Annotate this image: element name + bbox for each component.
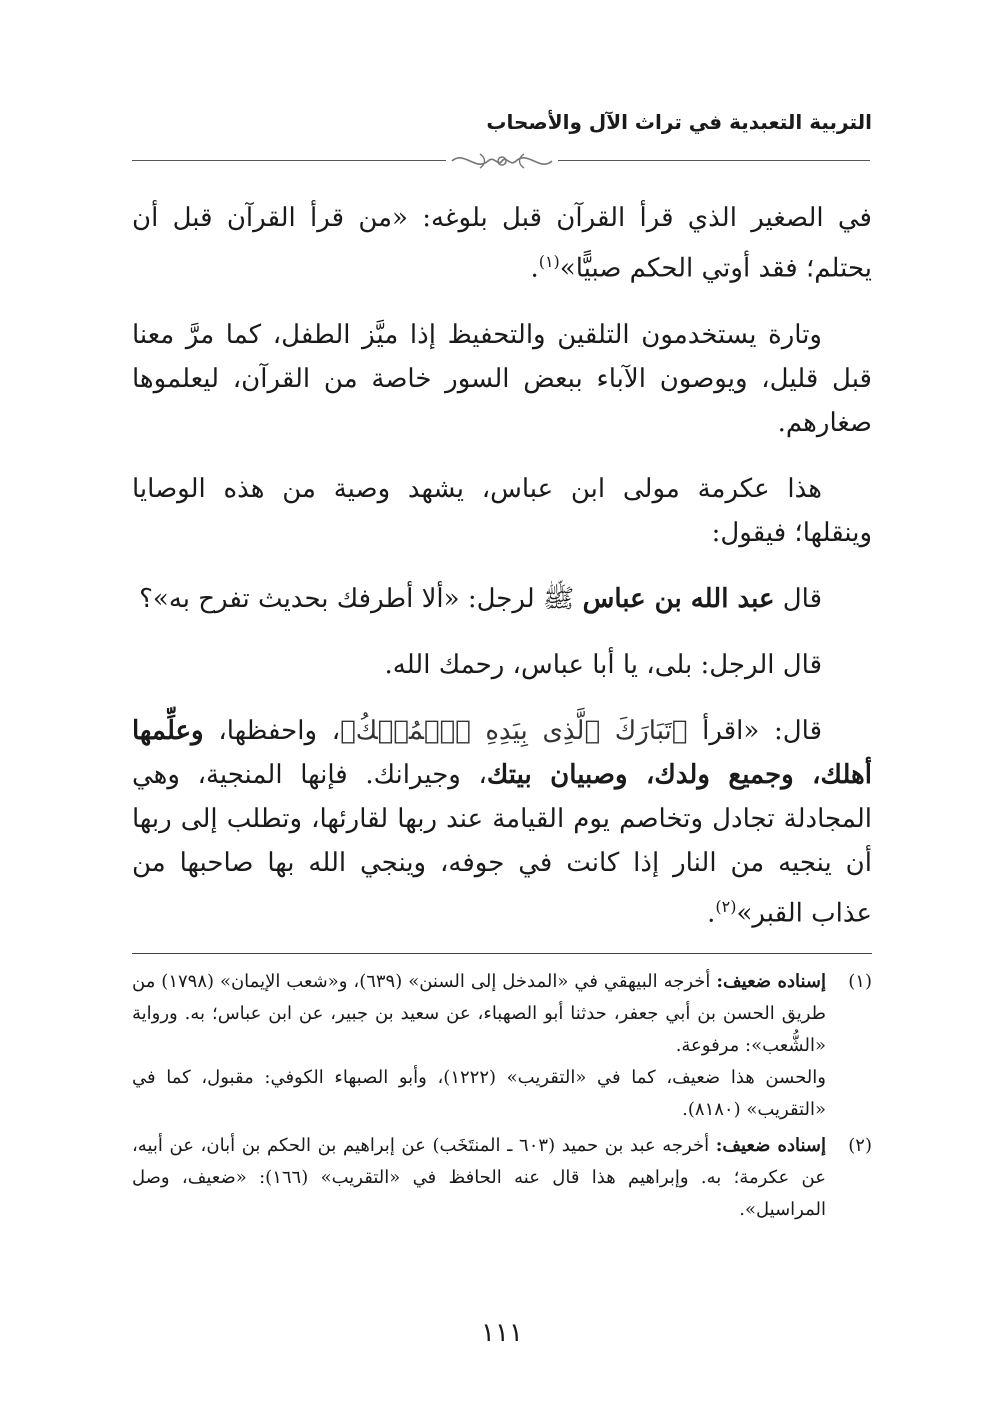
paragraph-1-end: . [530, 253, 539, 284]
paragraph-6-lead: قال: «اقرأ [702, 715, 823, 746]
honorific: ﷺ [542, 583, 575, 614]
paragraph-2: وتارة يستخدمون التلقين والتحفيظ إذا ميَّز الطفل، كما مرَّ معنا قبل قليل، ويوصون الآباء ببعض السور خاصة من القرآن، ليعلموها صغارهم. [132, 319, 872, 438]
narrator-name: عبد الله بن عباس [582, 583, 775, 614]
footnote-1-body [132, 966, 826, 1126]
paragraph-6-rest: ، وجيرانك. فإنها المنجية، وهي المجادلة تجادل وتخاصم يوم القيامة عند ربها لقارئها، وتطلب إلى ربها أن ينجيه من النار إذا كانت في جوفه، وينجي الله بها صاحبها من عذاب القبر» [132, 759, 872, 929]
quran-verse: ﴿تَبَارَكَ ٱلَّذِى بِيَدِهِ ٱلۡمُلۡكُ﴾ [340, 715, 688, 746]
footnotes [132, 966, 872, 1230]
footnote-1-line [132, 966, 826, 1062]
paragraph-6-mid: ، واحفظها، [218, 715, 341, 746]
running-header-title: التربية التعبدية في تراث الآل والأصحاب [486, 110, 872, 134]
footnote-2-label: إسناده ضعيف: [715, 1135, 826, 1156]
paragraph-1 [132, 196, 872, 291]
footnote-2-line [132, 1130, 826, 1226]
footnote-ref-2: (٢) [715, 896, 737, 916]
footnote-2 [132, 1130, 872, 1226]
footnote-rule [132, 953, 872, 954]
floral-divider-ornament-icon [446, 146, 558, 176]
footnote-1-text: أخرجه البيهقي في «المدخل إلى السنن» (٦٣٩)، و«شعب الإيمان» (١٧٩٨) من طريق الحسن بن أبي جعفر، حدثنا أبو الصهباء، عن سعيد بن جبير، عن ابن عباس؛ به. ورواية «الشُّعب»: مرفوعة. [132, 971, 826, 1056]
footnote-1-text-2: والحسن هذا ضعيف، كما في «التقريب» (١٢٢٢)، وأبو الصبهاء الكوفي: مقبول، كما في «التقريب» (٨١٨٠). [132, 1067, 826, 1120]
paragraph-6 [132, 709, 872, 936]
paragraph-5: قال الرجل: بلى، يا أبا عباس، رحمك الله. [384, 649, 822, 680]
footnote-1-label: إسناده ضعيف: [716, 971, 826, 992]
footnote-2-number: (٢) [848, 1135, 872, 1156]
paragraph-4-lead: قال [782, 583, 822, 614]
footnote-ref-1: (١) [538, 252, 560, 271]
main-text [132, 196, 872, 957]
footnote-2-body [132, 1130, 826, 1226]
paragraph-3: هذا عكرمة مولى ابن عباس، يشهد وصية من هذه الوصايا وينقلها؛ فيقول: [132, 473, 872, 548]
footnote-1 [132, 966, 872, 1126]
footnote-2-text: أخرجه عبد بن حميد (٦٠٣ ـ المنتَخَب) عن إبراهيم بن الحكم بن أبان، عن أبيه، عن عكرمة؛ به. وإبراهيم هذا قال عنه الحافظ في «التقريب» (١٦٦): «ضعيف، وصل المراسيل». [132, 1135, 826, 1220]
paragraph-6-end: . [707, 898, 716, 929]
paragraph-1-text: في الصغير الذي قرأ القرآن قبل بلوغه: «من قرأ القرآن قبل أن يحتلم؛ فقد أوتي الحكم صبيًّا» [132, 203, 872, 284]
paragraph-4-quote: لرجل: «ألا أطرفك بحديث تفرح به»؟ [139, 583, 535, 614]
paragraph-4 [132, 577, 872, 621]
page-number: ١١١ [481, 1318, 523, 1348]
footnote-1-number: (١) [848, 971, 872, 992]
paragraph-6-bold: وعلِّمها أهلك، وجميع ولدك، وصبيان بيتك [132, 715, 872, 790]
